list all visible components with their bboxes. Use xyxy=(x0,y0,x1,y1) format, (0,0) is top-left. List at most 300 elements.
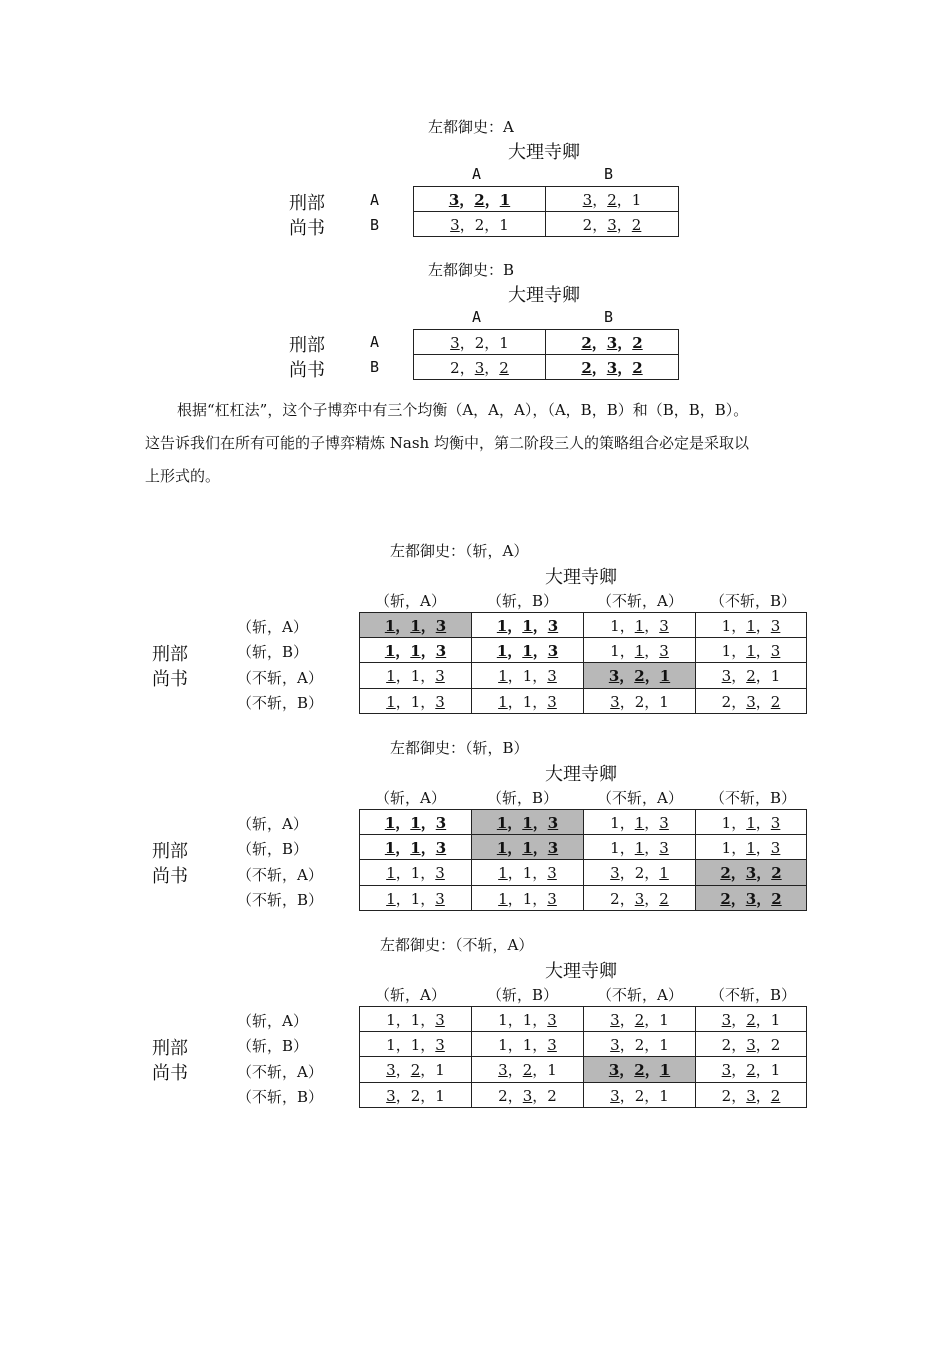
payoff-value: 1 xyxy=(498,864,508,882)
payoff-value: 3 xyxy=(659,616,669,635)
payoff-separator: ， xyxy=(395,838,411,857)
payoff-value: 2 xyxy=(632,358,643,377)
payoff-value: 3 xyxy=(721,667,732,685)
payoff-value: 1 xyxy=(498,667,508,685)
payoff-cell xyxy=(472,1032,584,1057)
col-label: （斩，A） xyxy=(375,986,446,1004)
payoff-value: 1 xyxy=(499,215,509,234)
payoff-value: 3 xyxy=(659,641,669,660)
payoff-value: 1 xyxy=(522,889,533,908)
payoff-value: 3 xyxy=(659,838,669,857)
payoff-value: 3 xyxy=(450,333,460,352)
payoff-cell xyxy=(360,613,472,638)
payoff-separator: ， xyxy=(619,864,635,882)
payoff-value: 2 xyxy=(634,667,645,685)
payoff-value: 2 xyxy=(659,889,669,908)
payoff-separator: ， xyxy=(420,667,436,685)
payoff-value: 3 xyxy=(435,616,447,635)
payoff-value: 2 xyxy=(770,692,781,711)
payoff-value: 1 xyxy=(496,813,508,832)
payoff-separator: ， xyxy=(644,1035,660,1054)
payoff-value: 3 xyxy=(610,1035,620,1054)
payoff-separator: ， xyxy=(731,616,747,635)
payoff-cell xyxy=(414,212,546,237)
payoff-separator: ， xyxy=(395,616,411,635)
payoff-value: 2 xyxy=(581,333,592,352)
payoff-value: 2 xyxy=(499,358,509,377)
payoff-value: 1 xyxy=(386,1035,396,1054)
payoff-cell xyxy=(584,638,696,663)
payoff-value: 1 xyxy=(410,616,421,635)
payoff-separator: ， xyxy=(592,190,608,209)
payoff-value: 1 xyxy=(498,692,508,711)
payoff-value: 2 xyxy=(634,1035,645,1054)
col-player-label: 大理寺卿 xyxy=(545,567,617,588)
payoff-value: 3 xyxy=(547,813,559,832)
payoff-value: 1 xyxy=(386,889,396,908)
payoff-value: 1 xyxy=(386,864,396,882)
payoff-value: 1 xyxy=(410,813,421,832)
payoff-cell xyxy=(584,663,696,689)
payoff-value: 2 xyxy=(720,889,731,908)
payoff-value: 3 xyxy=(547,838,559,857)
row-label: （斩，B） xyxy=(237,840,309,858)
payoff-value: 2 xyxy=(634,1086,645,1105)
row-player-label: 刑部 xyxy=(289,193,325,214)
payoff-value: 3 xyxy=(435,641,447,660)
col-label: （斩，B） xyxy=(487,986,559,1004)
payoff-value: 2 xyxy=(721,1086,732,1105)
payoff-separator: ， xyxy=(730,864,746,882)
col-label: （不斩，A） xyxy=(597,789,683,807)
payoff-value: 3 xyxy=(435,1035,445,1054)
col-label: （斩，B） xyxy=(487,592,559,610)
paragraph-line: 这告诉我们在所有可能的子博弈精炼 Nash 均衡中，第二阶段三人的策略组合必定是采取以 xyxy=(145,434,749,452)
payoff-separator: ， xyxy=(507,667,523,685)
payoff-separator: ， xyxy=(591,358,607,377)
payoff-value: 1 xyxy=(610,838,620,857)
payoff-value: 3 xyxy=(386,1061,396,1079)
payoff-separator: ， xyxy=(616,190,632,209)
payoff-cell xyxy=(696,835,807,860)
payoff-value: 3 xyxy=(770,616,781,635)
payoff-value: 2 xyxy=(770,1035,781,1054)
payoff-separator: ， xyxy=(731,1010,747,1029)
payoff-value: 1 xyxy=(659,667,671,685)
row-label: （斩，B） xyxy=(237,1037,309,1055)
payoff-value: 1 xyxy=(634,641,645,660)
payoff-value: 1 xyxy=(410,641,421,660)
payoff-value: 1 xyxy=(384,641,396,660)
payoff-separator: ， xyxy=(619,616,635,635)
payoff-value: 3 xyxy=(634,889,645,908)
game-title: 左都御史：（斩，B） xyxy=(390,739,529,757)
payoff-cell xyxy=(414,187,546,212)
payoff-separator: ， xyxy=(532,667,548,685)
payoff-value: 1 xyxy=(498,1035,508,1054)
payoff-value: 2 xyxy=(632,333,643,352)
payoff-value: 3 xyxy=(450,215,460,234)
payoff-value: 1 xyxy=(746,813,756,832)
payoff-separator: ， xyxy=(395,1061,411,1079)
payoff-cell xyxy=(472,886,584,911)
payoff-separator: ， xyxy=(644,813,660,832)
payoff-cell xyxy=(360,638,472,663)
payoff-separator: ， xyxy=(395,667,411,685)
payoff-cell xyxy=(696,1057,807,1083)
payoff-value: 1 xyxy=(522,667,533,685)
payoff-cell xyxy=(696,810,807,835)
payoff-separator: ， xyxy=(592,215,608,234)
payoff-separator: ， xyxy=(731,667,747,685)
payoff-value: 3 xyxy=(608,1061,620,1079)
payoff-value: 3 xyxy=(435,864,445,882)
payoff-separator: ， xyxy=(532,1010,548,1029)
payoff-cell xyxy=(584,613,696,638)
payoff-separator: ， xyxy=(532,616,548,635)
payoff-cell xyxy=(360,689,472,714)
payoff-separator: ， xyxy=(731,1035,747,1054)
payoff-value: 1 xyxy=(410,889,421,908)
payoff-cell xyxy=(584,1083,696,1108)
payoff-separator: ， xyxy=(420,616,436,635)
payoff-separator: ， xyxy=(420,889,436,908)
payoff-value: 1 xyxy=(386,1010,396,1029)
payoff-value: 3 xyxy=(522,1086,533,1105)
payoff-value: 1 xyxy=(610,616,620,635)
payoff-value: 1 xyxy=(634,616,645,635)
payoff-value: 1 xyxy=(522,641,533,660)
payoff-cell xyxy=(472,663,584,689)
payoff-value: 3 xyxy=(474,358,485,377)
payoff-value: 3 xyxy=(435,838,447,857)
payoff-separator: ， xyxy=(619,813,635,832)
payoff-value: 2 xyxy=(720,864,731,882)
payoff-separator: ， xyxy=(756,889,772,908)
payoff-value: 3 xyxy=(746,692,756,711)
row-label: （不斩，A） xyxy=(237,866,323,884)
payoff-separator: ， xyxy=(616,215,632,234)
payoff-value: 1 xyxy=(410,864,421,882)
payoff-separator: ， xyxy=(459,358,475,377)
payoff-separator: ， xyxy=(619,889,635,908)
payoff-separator: ， xyxy=(755,1086,771,1105)
payoff-value: 2 xyxy=(498,1086,508,1105)
payoff-cell xyxy=(472,638,584,663)
col-player-label: 大理寺卿 xyxy=(508,142,580,163)
payoff-cell xyxy=(584,1007,696,1032)
payoff-value: 3 xyxy=(582,190,593,209)
payoff-value: 3 xyxy=(547,1010,557,1029)
payoff-separator: ， xyxy=(532,864,548,882)
col-label: （不斩，B） xyxy=(710,789,797,807)
payoff-value: 1 xyxy=(410,838,421,857)
row-label: （斩，A） xyxy=(237,618,308,636)
payoff-separator: ， xyxy=(420,1010,436,1029)
payoff-separator: ， xyxy=(756,864,772,882)
payoff-value: 1 xyxy=(610,641,620,660)
payoff-separator: ， xyxy=(532,1086,548,1105)
payoff-value: 1 xyxy=(659,1086,669,1105)
payoff-separator: ， xyxy=(395,692,411,711)
payoff-value: 1 xyxy=(610,813,620,832)
payoff-cell xyxy=(546,187,679,212)
payoff-separator: ， xyxy=(755,813,771,832)
payoff-cell xyxy=(472,810,584,835)
payoff-value: 3 xyxy=(547,692,557,711)
payoff-cell xyxy=(472,613,584,638)
payoff-value: 3 xyxy=(607,215,617,234)
col-label: B xyxy=(604,308,614,326)
payoff-separator: ， xyxy=(644,889,660,908)
payoff-separator: ， xyxy=(619,1086,635,1105)
payoff-cell xyxy=(472,689,584,714)
payoff-value: 3 xyxy=(448,190,460,209)
payoff-value: 1 xyxy=(496,641,508,660)
payoff-cell xyxy=(696,1007,807,1032)
payoff-value: 1 xyxy=(631,190,642,209)
payoff-cell xyxy=(696,689,807,714)
payoff-value: 2 xyxy=(547,1086,557,1105)
payoff-value: 2 xyxy=(634,1010,645,1029)
payoff-value: 1 xyxy=(770,1061,781,1079)
payoff-value: 2 xyxy=(410,1086,421,1105)
payoff-value: 1 xyxy=(721,616,732,635)
payoff-separator: ， xyxy=(619,1035,635,1054)
payoff-cell xyxy=(360,886,472,911)
game-title: 左都御史：（不斩，A） xyxy=(380,936,534,954)
col-label: （不斩，B） xyxy=(710,592,797,610)
payoff-separator: ， xyxy=(459,333,475,352)
payoff-cell xyxy=(696,860,807,886)
payoff-value: 3 xyxy=(547,667,557,685)
payoff-value: 1 xyxy=(746,641,756,660)
payoff-value: 1 xyxy=(384,838,396,857)
payoff-value: 2 xyxy=(771,889,782,908)
payoff-value: 1 xyxy=(746,838,756,857)
payoff-cell xyxy=(360,1057,472,1083)
payoff-separator: ， xyxy=(532,1061,548,1079)
payoff-cell xyxy=(696,886,807,911)
payoff-value: 1 xyxy=(522,813,533,832)
payoff-separator: ， xyxy=(619,641,635,660)
payoff-value: 3 xyxy=(608,667,620,685)
col-player-label: 大理寺卿 xyxy=(545,961,617,982)
payoff-value: 3 xyxy=(547,641,559,660)
payoff-cell xyxy=(584,689,696,714)
payoff-value: 3 xyxy=(610,1010,620,1029)
payoff-separator: ， xyxy=(395,641,411,660)
payoff-value: 3 xyxy=(745,864,757,882)
payoff-separator: ， xyxy=(532,641,548,660)
row-player-label: 尚书 xyxy=(289,360,325,381)
game-title: 左都御史：A xyxy=(428,118,514,136)
payoff-separator: ， xyxy=(507,616,523,635)
payoff-value: 3 xyxy=(770,838,781,857)
payoff-cell xyxy=(472,1007,584,1032)
payoff-separator: ， xyxy=(617,333,633,352)
payoff-separator: ， xyxy=(619,692,635,711)
row-player-label: 刑部 xyxy=(152,644,188,665)
payoff-value: 1 xyxy=(498,889,508,908)
payoff-value: 1 xyxy=(659,864,669,882)
col-label: （不斩，A） xyxy=(597,592,683,610)
row-player-label: 尚书 xyxy=(152,866,188,887)
payoff-value: 2 xyxy=(721,692,732,711)
payoff-separator: ， xyxy=(731,641,747,660)
row-label: B xyxy=(370,216,380,234)
payoff-separator: ， xyxy=(755,692,771,711)
payoff-value: 1 xyxy=(721,838,732,857)
payoff-value: 3 xyxy=(435,889,445,908)
payoff-separator: ， xyxy=(507,1010,523,1029)
payoff-cell xyxy=(584,1057,696,1083)
payoff-separator: ， xyxy=(484,333,500,352)
row-player-label: 刑部 xyxy=(152,1038,188,1059)
payoff-value: 1 xyxy=(659,1035,669,1054)
payoff-separator: ， xyxy=(420,692,436,711)
payoff-cell xyxy=(546,330,679,355)
payoff-value: 1 xyxy=(770,1010,781,1029)
row-label: （斩，A） xyxy=(237,1012,308,1030)
payoff-cell xyxy=(696,1032,807,1057)
payoff-matrix xyxy=(359,1006,807,1108)
payoff-value: 2 xyxy=(410,1061,421,1079)
payoff-separator: ， xyxy=(644,692,660,711)
payoff-value: 3 xyxy=(746,1086,756,1105)
payoff-matrix xyxy=(359,612,807,714)
payoff-cell xyxy=(472,1057,584,1083)
payoff-value: 1 xyxy=(435,1086,445,1105)
payoff-value: 1 xyxy=(522,692,533,711)
payoff-value: 2 xyxy=(770,1086,781,1105)
row-player-label: 尚书 xyxy=(289,218,325,239)
payoff-value: 3 xyxy=(610,1086,620,1105)
payoff-separator: ， xyxy=(507,692,523,711)
col-label: （斩，A） xyxy=(375,592,446,610)
payoff-value: 3 xyxy=(435,667,445,685)
payoff-separator: ， xyxy=(420,1035,436,1054)
row-player-label: 尚书 xyxy=(152,1063,188,1084)
payoff-value: 2 xyxy=(634,692,645,711)
payoff-value: 1 xyxy=(721,813,732,832)
payoff-separator: ， xyxy=(532,1035,548,1054)
payoff-value: 3 xyxy=(606,333,618,352)
col-player-label: 大理寺卿 xyxy=(508,285,580,306)
payoff-separator: ， xyxy=(755,838,771,857)
payoff-value: 3 xyxy=(745,889,757,908)
payoff-cell xyxy=(472,860,584,886)
payoff-value: 1 xyxy=(770,667,781,685)
payoff-value: 3 xyxy=(547,616,559,635)
payoff-separator: ， xyxy=(507,889,523,908)
payoff-separator: ， xyxy=(420,864,436,882)
payoff-separator: ， xyxy=(644,1061,660,1079)
col-label: （不斩，A） xyxy=(597,986,683,1004)
payoff-value: 1 xyxy=(547,1061,557,1079)
payoff-value: 1 xyxy=(634,813,645,832)
payoff-cell xyxy=(414,355,546,380)
payoff-cell xyxy=(360,810,472,835)
payoff-value: 1 xyxy=(499,190,511,209)
payoff-separator: ， xyxy=(619,1010,635,1029)
payoff-separator: ， xyxy=(507,1035,523,1054)
col-label: A xyxy=(472,165,482,183)
payoff-separator: ， xyxy=(532,838,548,857)
payoff-value: 3 xyxy=(610,692,620,711)
col-label: （不斩，B） xyxy=(710,986,797,1004)
payoff-cell xyxy=(584,810,696,835)
payoff-value: 1 xyxy=(746,616,756,635)
payoff-matrix xyxy=(413,329,679,380)
payoff-separator: ， xyxy=(484,190,500,209)
payoff-separator: ， xyxy=(420,1061,436,1079)
payoff-separator: ， xyxy=(395,889,411,908)
payoff-separator: ， xyxy=(617,358,633,377)
payoff-separator: ， xyxy=(755,1010,771,1029)
row-player-label: 刑部 xyxy=(152,841,188,862)
payoff-separator: ， xyxy=(507,838,523,857)
payoff-separator: ， xyxy=(420,1086,436,1105)
payoff-value: 2 xyxy=(474,215,485,234)
payoff-cell xyxy=(584,860,696,886)
payoff-cell xyxy=(414,330,546,355)
payoff-value: 2 xyxy=(582,215,593,234)
payoff-value: 2 xyxy=(631,215,642,234)
payoff-cell xyxy=(360,1007,472,1032)
payoff-separator: ， xyxy=(644,667,660,685)
payoff-value: 1 xyxy=(498,1010,508,1029)
payoff-separator: ， xyxy=(755,1061,771,1079)
payoff-separator: ， xyxy=(459,190,475,209)
payoff-value: 3 xyxy=(770,641,781,660)
payoff-cell xyxy=(546,212,679,237)
payoff-matrix xyxy=(359,809,807,911)
payoff-value: 3 xyxy=(435,692,445,711)
payoff-value: 1 xyxy=(634,838,645,857)
payoff-separator: ， xyxy=(731,838,747,857)
payoff-separator: ， xyxy=(731,813,747,832)
col-label: B xyxy=(604,165,614,183)
payoff-separator: ， xyxy=(619,838,635,857)
payoff-cell xyxy=(360,1083,472,1108)
payoff-separator: ， xyxy=(755,1035,771,1054)
payoff-value: 1 xyxy=(659,1061,671,1079)
row-label: （不斩，B） xyxy=(237,694,324,712)
payoff-separator: ， xyxy=(532,692,548,711)
payoff-value: 3 xyxy=(721,1061,732,1079)
payoff-separator: ， xyxy=(420,838,436,857)
payoff-separator: ， xyxy=(644,1086,660,1105)
payoff-value: 1 xyxy=(435,1061,445,1079)
row-label: B xyxy=(370,358,380,376)
payoff-value: 2 xyxy=(607,190,617,209)
payoff-value: 3 xyxy=(547,864,557,882)
payoff-separator: ， xyxy=(755,667,771,685)
payoff-value: 3 xyxy=(770,813,781,832)
payoff-separator: ， xyxy=(591,333,607,352)
payoff-separator: ， xyxy=(507,1061,523,1079)
payoff-separator: ， xyxy=(731,692,747,711)
row-label: （不斩，B） xyxy=(237,891,324,909)
payoff-value: 1 xyxy=(410,1010,421,1029)
payoff-separator: ， xyxy=(420,813,436,832)
payoff-value: 1 xyxy=(410,1035,421,1054)
payoff-value: 2 xyxy=(746,667,756,685)
payoff-value: 2 xyxy=(771,864,782,882)
game-title: 左都御史：B xyxy=(428,261,515,279)
payoff-value: 1 xyxy=(522,838,533,857)
